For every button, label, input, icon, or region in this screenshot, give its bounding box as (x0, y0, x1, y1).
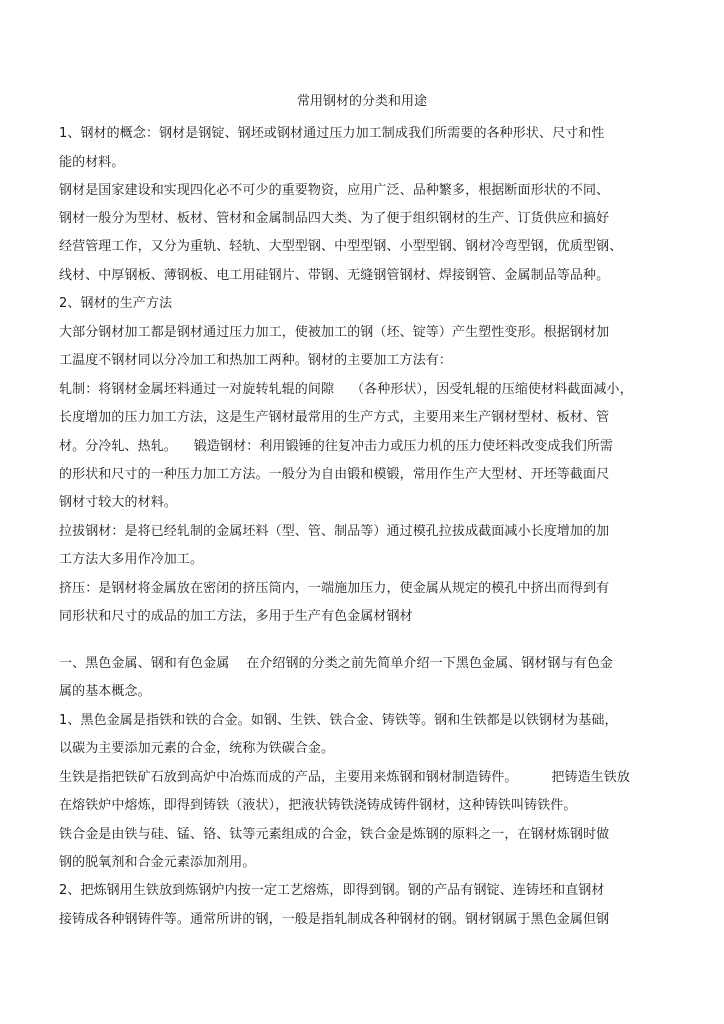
paragraph-line: 大部分钢材加工都是钢材通过压力加工，使被加工的钢（坯、锭等）产生塑性变形。根据钢材加 (59, 325, 610, 340)
paragraph-line: 钢材是国家建设和实现四化必不可少的重要物资，应用广泛、品种繁多，根据断面形状的不同、 (59, 183, 610, 198)
paragraph-line: 1、钢材的概念：钢材是钢锭、钢坯或钢材通过压力加工制成我们所需要的各种形状、尺寸和性 (59, 126, 605, 141)
paragraph-line: 生铁是指把铁矿石放到高炉中冶炼而成的产品，主要用来炼钢和钢材制造铸件。 把铸造生铁放 (59, 770, 630, 785)
paragraph-line: 同形状和尺寸的成品的加工方法，多用于生产有色金属材钢材 (59, 609, 413, 624)
paragraph-line: 能的材料。 (59, 155, 125, 170)
paragraph-line: 工方法大多用作冷加工。 (59, 552, 204, 567)
paragraph-line: 铁合金是由铁与硅、锰、铬、钛等元素组成的合金，铁合金是炼钢的原料之一，在钢材炼钢时做 (59, 827, 610, 842)
paragraph-line: 经营管理工作，又分为重轨、轻轨、大型型钢、中型型钢、小型型钢、钢材冷弯型钢，优质型钢、 (59, 239, 623, 254)
paragraph-line: 接铸成各种钢铸件等。通常所讲的钢，一般是指轧制成各种钢材的钢。钢材钢属于黑色金属但钢 (59, 912, 610, 927)
paragraph-line: 钢材一般分为型材、板材、管材和金属制品四大类、为了便于组织钢材的生产、订货供应和搞好 (59, 211, 610, 226)
paragraph-line: 挤压：是钢材将金属放在密闭的挤压筒内，一端施加压力，使金属从规定的模孔中挤出而得到有 (59, 581, 610, 596)
paragraph-line: 的形状和尺寸的一种压力加工方法。一般分为自由锻和模锻，常用作生产大型材、开坯等截面尺 (59, 467, 610, 482)
paragraph-line: 以碳为主要添加元素的合金，统称为铁碳合金。 (59, 741, 335, 756)
paragraph-line: 1、黑色金属是指铁和铁的合金。如钢、生铁、铁合金、铸铁等。钢和生铁都是以铁钢材为基础， (59, 713, 618, 728)
paragraph-line: 2、钢材的生产方法 (59, 296, 173, 311)
document-title: 常用钢材的分类和用途 (296, 94, 427, 109)
paragraph-line: 轧制：将钢材金属坯料通过一对旋转轧辊的间隙 （各种形状），因受轧辊的压缩使材料截面减小， (59, 382, 633, 397)
paragraph-line: 工温度不钢材同以分冷加工和热加工两种。钢材的主要加工方法有： (59, 353, 453, 368)
paragraph-line: 拉拔钢材：是将已经轧制的金属坯料（型、管、制品等）通过模孔拉拔成截面减小长度增加的加 (59, 524, 610, 539)
paragraph-line: 2、把炼钢用生铁放到炼钢炉内按一定工艺熔炼，即得到钢。钢的产品有钢锭、连铸坯和直钢材 (59, 883, 605, 898)
paragraph-line: 长度增加的压力加工方法，这是生产钢材最常用的生产方式，主要用来生产钢材型材、板材、管 (59, 410, 610, 425)
paragraph-line: 线材、中厚钢板、薄钢板、电工用硅钢片、带钢、无缝钢管钢材、焊接钢管、金属制品等品种。 (59, 268, 610, 283)
paragraph-line: 钢材寸较大的材料。 (59, 495, 177, 510)
paragraph-line: 材。分冷轧、热轧。 锻造钢材：利用锻锤的往复冲击力或压力机的压力使坯料改变成我们所需 (59, 439, 614, 454)
paragraph-line: 在熔铁炉中熔炼，即得到铸铁（液状），把液状铸铁浇铸成铸件钢材，这种铸铁叫铸铁件。 (59, 798, 577, 813)
paragraph-line: 钢的脱氧剂和合金元素添加剂用。 (59, 855, 256, 870)
paragraph-line: 一、黑色金属、钢和有色金属 在介绍钢的分类之前先简单介绍一下黑色金属、钢材钢与有色金 (59, 656, 614, 671)
paragraph-line: 属的基本概念。 (59, 684, 151, 699)
